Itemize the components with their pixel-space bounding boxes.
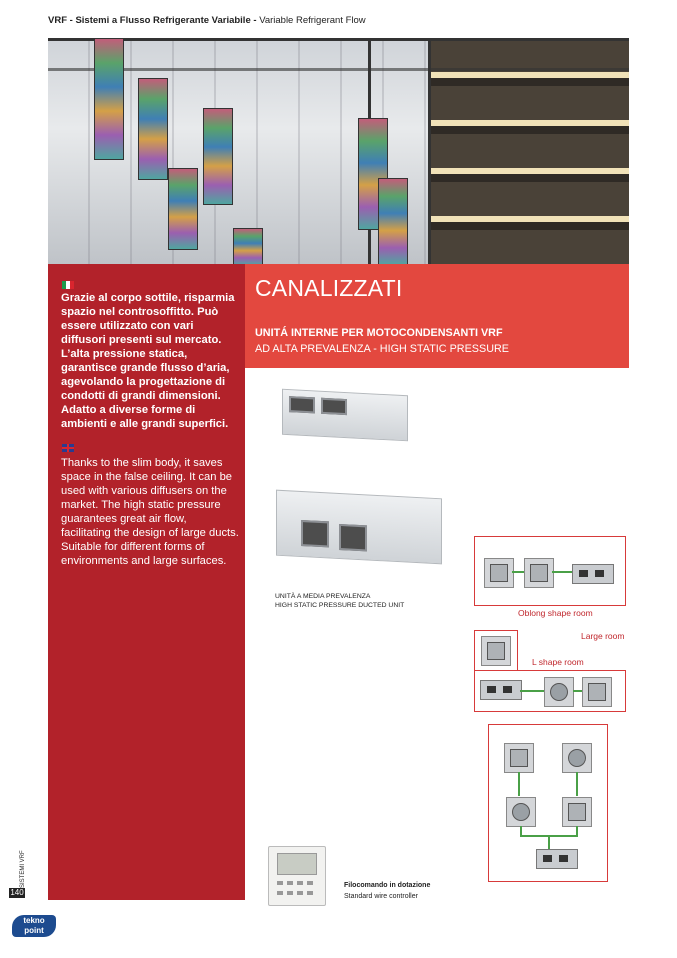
italian-description: Grazie al corpo sottile, risparmia spazio nel controsoffitto. Può essere utilizzato con vari diffusori presenti sul mercato. L’alta pressione statica, garantisce grande flusso d’aria, agevolando la progettazione di condotti di grandi dimensioni. Adatto a diverse forme di ambienti e alle grandi superfici. xyxy=(61,292,235,430)
title-box xyxy=(245,264,629,368)
duct-unit-icon xyxy=(536,849,578,869)
round-vent-icon xyxy=(506,797,536,827)
duct-unit-icon xyxy=(480,680,522,700)
subtitle: AD ALTA PREVALENZA - HIGH STATIC PRESSURE xyxy=(255,343,509,355)
page-number: 140 xyxy=(10,888,24,897)
header-subtitle: Variable Refrigerant Flow xyxy=(259,15,366,26)
controller-label-it: Filocomando in dotazione xyxy=(344,882,431,889)
subtitle-bold: UNITÁ INTERNE PER MOTOCONDENSANTI VRF xyxy=(255,327,503,339)
round-vent-icon xyxy=(562,743,592,773)
duct-unit-icon xyxy=(572,564,614,584)
english-description: Thanks to the slim body, it saves space in the false ceiling. It can be used with various diffusers on the market. The high static pressure guarantees great air flow, facilitating the design of large ducts. Suitable for different forms of environments and large surfaces. xyxy=(61,457,239,567)
vent-icon xyxy=(484,558,514,588)
page-title: CANALIZZATI xyxy=(255,275,403,301)
product-caption-en: HIGH STATIC PRESSURE DUCTED UNIT xyxy=(275,602,405,609)
hero-photo xyxy=(48,38,629,264)
side-section-label: SISTEMI VRF xyxy=(20,850,26,888)
oblong-room-label: Oblong shape room xyxy=(518,608,593,618)
wire-controller-image xyxy=(268,846,326,906)
description-panel xyxy=(48,264,245,900)
vent-icon xyxy=(582,677,612,707)
vent-icon xyxy=(481,636,511,666)
uk-flag-icon xyxy=(62,444,74,452)
ducted-unit-image-top xyxy=(282,389,408,442)
round-vent-icon xyxy=(544,677,574,707)
vent-icon xyxy=(524,558,554,588)
lshape-room-label: L shape room xyxy=(532,657,584,667)
italian-flag-icon xyxy=(62,281,74,289)
vent-icon xyxy=(504,743,534,773)
product-caption-it: UNITÀ A MEDIA PREVALENZA xyxy=(275,593,371,600)
large-room-label: Large room xyxy=(581,631,625,641)
tekno-point-logo: tekno point xyxy=(12,915,56,937)
header-title: VRF - Sistemi a Flusso Refrigerante Variabile - xyxy=(48,15,260,26)
vent-icon xyxy=(562,797,592,827)
page-header xyxy=(48,15,366,26)
ducted-unit-image-bottom xyxy=(276,490,442,565)
controller-label-en: Standard wire controller xyxy=(344,893,418,900)
